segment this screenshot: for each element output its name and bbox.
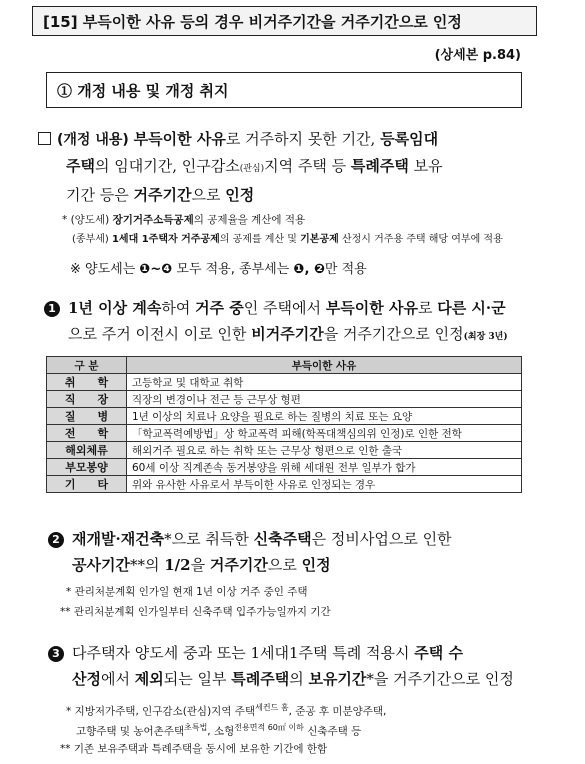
number-badge-3: 3 [48, 646, 64, 662]
note-jongbu [72, 232, 552, 248]
item-text: 되는 일부 [163, 670, 232, 688]
apply-note [70, 260, 540, 280]
table-row [47, 391, 522, 408]
note-text: 세컨드 홈 [255, 703, 289, 712]
table-cell-reason: 1년 이상의 치료나 요양을 필요로 하는 질병의 치료 또는 요양 [127, 408, 522, 425]
note-text: 전용면적 60㎡ 이하 [234, 723, 304, 732]
item-3 [48, 640, 543, 692]
item-text: 인정 [301, 556, 331, 574]
note-text: 1세대 1주택자 거주공제 [111, 234, 220, 245]
summary-text: 부득이한 사유 [133, 130, 226, 148]
table-cell-category: 질 병 [47, 408, 127, 425]
table-cell-category: 직 장 [47, 391, 127, 408]
item-text: 신축주택 [253, 530, 312, 548]
section-heading-text: ① 개정 내용 및 개정 취지 [57, 81, 229, 100]
summary-text: 기간 등은 [66, 186, 134, 204]
table-cell-category: 해외체류 [47, 442, 127, 459]
summary-paragraph [38, 126, 538, 208]
number-badge-2: 2 [48, 532, 64, 548]
item-1 [44, 295, 544, 350]
table-cell-reason: 위와 유사한 사유로서 부득이한 사유로 인정되는 경우 [127, 476, 522, 493]
summary-text: 등록임대 [380, 130, 439, 148]
table-row [47, 459, 522, 476]
table-cell-reason: 60세 이상 직계존속 동거봉양을 위해 세대원 전부 일부가 합가 [127, 459, 522, 476]
apply-text: ❶, ❷ [293, 262, 325, 277]
note-text: * (양도세) [62, 214, 113, 226]
summary-text: (관심) [239, 164, 265, 174]
note-text: , 소형 [207, 725, 235, 738]
note-yangdo [62, 212, 542, 228]
item-text: 비거주기간 [251, 325, 324, 343]
note-text: 고향주택 및 농어촌주택 [76, 725, 185, 738]
table-row [47, 442, 522, 459]
item-text: 에서 [100, 670, 135, 688]
apply-text: ※ 양도세는 [70, 262, 140, 277]
table-row [47, 374, 522, 391]
note-text: 의 공제율을 계산에 적용 [193, 214, 306, 226]
table-cell-reason: 직장의 변경이나 전근 등 근무상 형편 [127, 391, 522, 408]
item-text: 다주택자 양도세 중과 또는 1세대1주택 특례 적용시 [72, 644, 415, 662]
summary-text: 지역 주택 등 [264, 157, 351, 175]
table-header-row [47, 357, 522, 374]
item-text: 로 [417, 299, 438, 317]
item-2-note-1: * 관리처분계획 인가일 현재 1년 이상 거주 중인 주택 [66, 586, 308, 598]
table-cell-category: 전 학 [47, 425, 127, 442]
item-text: 공사기간 [72, 556, 130, 574]
item-text: (최장 3년) [463, 332, 508, 342]
table-cell-reason: 해외거주 필요로 하는 취학 또는 근무상 형편으로 인한 출국 [127, 442, 522, 459]
summary-text: 거주기간 [133, 186, 192, 204]
summary-text: 보유 [408, 157, 443, 175]
number-badge-1: 1 [44, 301, 60, 317]
table-cell-category: 부모봉양 [47, 459, 127, 476]
summary-text: 특례주택 [350, 157, 409, 175]
item-3-note-2 [76, 720, 546, 740]
table-cell-reason: 고등학교 및 대학교 취학 [127, 374, 522, 391]
apply-text: 만 적용 [324, 262, 367, 277]
item-3-note-3: ** 기존 보유주택과 특례주택을 동시에 보유한 기간에 한함 [60, 743, 328, 755]
item-text: 으로 주거 이전시 이로 인한 [68, 325, 252, 343]
apply-text: 모두 적용, 종부세는 [172, 262, 294, 277]
apply-text: ❶~❹ [139, 262, 173, 277]
summary-text: 로 거주하지 못한 기간, [225, 130, 381, 148]
table-cell-category: 취 학 [47, 374, 127, 391]
item-text: 으로 [267, 556, 302, 574]
item-text: 을 거주기간으로 인정 [323, 325, 464, 343]
item-text: 산정 [72, 670, 101, 688]
item-text: 부득이한 사유 [325, 299, 418, 317]
summary-text: 의 임대기간, 인구감소 [94, 157, 240, 175]
note-text: 신축주택 등 [303, 725, 362, 738]
summary-text: 주택 [66, 157, 95, 175]
note-text: 초특법 [184, 723, 208, 732]
table-row [47, 425, 522, 442]
table-header-cell: 부득이한 사유 [127, 357, 522, 374]
item-text: 보유기간 [308, 670, 367, 688]
item-text: **의 [129, 556, 165, 574]
item-text: 제외 [134, 670, 164, 688]
page-title-text: [15] 부득이한 사유 등의 경우 비거주기간을 거주기간으로 인정 [43, 12, 462, 31]
table-cell-reason: 「학교폭력예방법」상 학교폭력 피해(학폭대책심의위 인정)로 인한 전학 [127, 425, 522, 442]
item-text: 1/2 [164, 556, 191, 574]
item-text: 인 주택에서 [243, 299, 326, 317]
item-text: 주택 수 [414, 644, 463, 662]
note-text: , 준공 후 미분양주택, [288, 705, 387, 718]
item-2 [48, 526, 543, 578]
item-3-note-1 [66, 700, 536, 720]
item-text: 거주 중 [195, 299, 244, 317]
table-cell-category: 기 타 [47, 476, 127, 493]
item-text: 거주기간 [209, 556, 268, 574]
table-header-cell: 구 분 [47, 357, 127, 374]
item-text: 다른 시·군 [437, 299, 506, 317]
checkbox-icon [38, 132, 51, 145]
item-2-note-2: ** 관리처분계획 인가일부터 신축주택 입주가능일까지 기간 [60, 606, 331, 618]
section-heading [46, 72, 522, 108]
reference-label: (상세본 p.84) [434, 48, 521, 63]
item-text: 의 [289, 670, 309, 688]
table-row [47, 408, 522, 425]
note-text: 기본공제 [300, 234, 339, 245]
note-text: 산정시 거주용 주택 해당 여부에 적용 [338, 234, 503, 245]
summary-text: 인정 [225, 186, 255, 204]
item-text: 은 정비사업으로 인한 [311, 530, 452, 548]
item-text: *을 거주기간으로 인정 [366, 670, 514, 688]
item-text: 재개발·재건축 [72, 530, 165, 548]
reasons-table [46, 356, 522, 493]
summary-text: 으로 [191, 186, 226, 204]
note-text: 의 공제를 계산 및 [219, 234, 301, 245]
item-text: 하여 [161, 299, 196, 317]
summary-label: (개정 내용) [57, 132, 134, 148]
item-text: 특례주택 [231, 670, 290, 688]
item-text: 을 [190, 556, 210, 574]
note-text: (종부세) [72, 234, 112, 245]
page-title [32, 6, 537, 36]
note-text: * 지방저가주택, 인구감소(관심)지역 주택 [66, 705, 256, 718]
item-text: 1년 이상 계속 [68, 299, 162, 317]
note-text: 장기거주소득공제 [112, 214, 194, 226]
item-text: *으로 취득한 [164, 530, 254, 548]
table-row [47, 476, 522, 493]
